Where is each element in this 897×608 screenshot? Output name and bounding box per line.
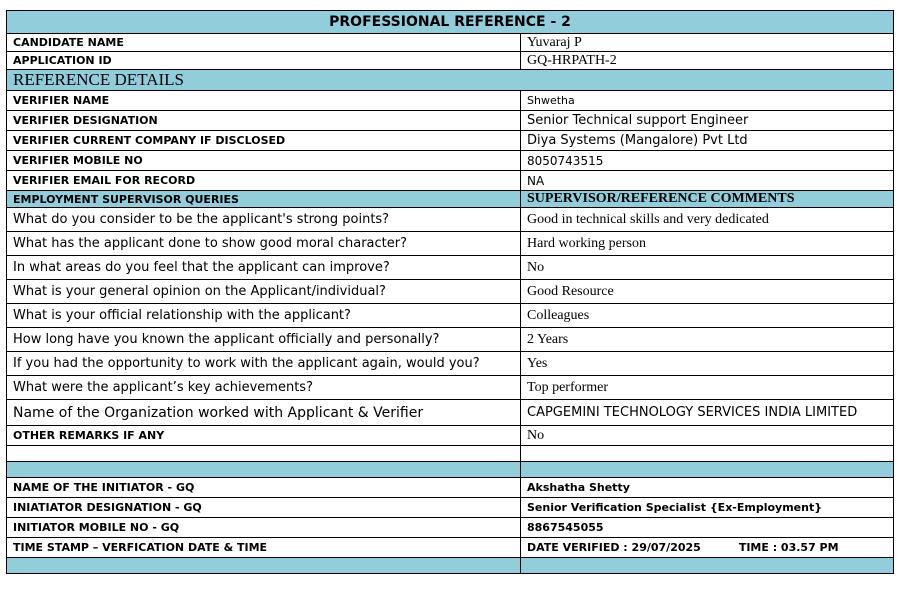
verifier-label: VERIFIER EMAIL FOR RECORD <box>7 171 521 191</box>
query-answer: Colleagues <box>521 304 894 328</box>
timestamp-label: TIME STAMP – VERFICATION DATE & TIME <box>7 538 521 558</box>
query-row <box>7 352 894 376</box>
verifier-label: VERIFIER CURRENT COMPANY IF DISCLOSED <box>7 131 521 151</box>
footer-row <box>7 558 894 574</box>
footer-cell <box>7 558 521 574</box>
separator-cell <box>521 462 894 478</box>
other-remarks-row <box>7 426 894 446</box>
spacer-cell <box>521 446 894 462</box>
separator-row <box>7 462 894 478</box>
initiator-value: 8867545055 <box>521 518 894 538</box>
verifier-value: 8050743515 <box>521 151 894 171</box>
verified-date: DATE VERIFIED : 29/07/2025 <box>527 541 701 554</box>
query-row <box>7 328 894 352</box>
query-row <box>7 208 894 232</box>
query-answer: Yes <box>521 352 894 376</box>
query-row <box>7 280 894 304</box>
title-row <box>7 11 894 34</box>
query-question: How long have you known the applicant officially and personally? <box>7 328 521 352</box>
query-answer: Top performer <box>521 376 894 400</box>
query-question: What is your official relationship with the applicant? <box>7 304 521 328</box>
verifier-label: VERIFIER NAME <box>7 91 521 111</box>
other-remarks-value: No <box>521 426 894 446</box>
candidate-name-value: Yuvaraj P <box>521 34 894 52</box>
verifier-value: NA <box>521 171 894 191</box>
verifier-value: Senior Technical support Engineer <box>521 111 894 131</box>
initiator-row <box>7 498 894 518</box>
verifier-row <box>7 131 894 151</box>
query-question: In what areas do you feel that the applicant can improve? <box>7 256 521 280</box>
initiator-label: INIATIATOR DESIGNATION - GQ <box>7 498 521 518</box>
candidate-name-row <box>7 34 894 52</box>
verifier-row <box>7 91 894 111</box>
query-question: If you had the opportunity to work with the applicant again, would you? <box>7 352 521 376</box>
query-answer: Good Resource <box>521 280 894 304</box>
verifier-row <box>7 151 894 171</box>
query-answer: No <box>521 256 894 280</box>
query-question: Name of the Organization worked with Applicant & Verifier <box>7 400 521 426</box>
initiator-value: Akshatha Shetty <box>521 478 894 498</box>
timestamp-value <box>521 538 894 558</box>
spacer-row <box>7 446 894 462</box>
queries-header-right: SUPERVISOR/REFERENCE COMMENTS <box>521 191 894 208</box>
verifier-row <box>7 111 894 131</box>
query-row <box>7 400 894 426</box>
query-question: What is your general opinion on the Applicant/individual? <box>7 280 521 304</box>
query-answer: CAPGEMINI TECHNOLOGY SERVICES INDIA LIMITED <box>521 400 894 426</box>
verifier-label: VERIFIER MOBILE NO <box>7 151 521 171</box>
query-answer: Good in technical skills and very dedicated <box>521 208 894 232</box>
query-question: What do you consider to be the applicant's strong points? <box>7 208 521 232</box>
verifier-row <box>7 171 894 191</box>
footer-cell <box>521 558 894 574</box>
other-remarks-label: OTHER REMARKS IF ANY <box>7 426 521 446</box>
application-id-label: APPLICATION ID <box>7 52 521 70</box>
spacer-cell <box>7 446 521 462</box>
verifier-value: Shwetha <box>521 91 894 111</box>
query-question: What has the applicant done to show good moral character? <box>7 232 521 256</box>
initiator-row <box>7 478 894 498</box>
query-question: What were the applicant’s key achievements? <box>7 376 521 400</box>
query-answer: 2 Years <box>521 328 894 352</box>
initiator-value: Senior Verification Specialist {Ex-Employment} <box>521 498 894 518</box>
timestamp-row <box>7 538 894 558</box>
query-row <box>7 232 894 256</box>
verified-time: TIME : 03.57 PM <box>738 541 839 554</box>
professional-reference-table <box>6 10 894 574</box>
reference-details-heading: REFERENCE DETAILS <box>7 70 894 91</box>
query-row <box>7 256 894 280</box>
initiator-label: INITIATOR MOBILE NO - GQ <box>7 518 521 538</box>
queries-header-row <box>7 191 894 208</box>
queries-header-left: EMPLOYMENT SUPERVISOR QUERIES <box>7 191 521 208</box>
application-id-value: GQ-HRPATH-2 <box>521 52 894 70</box>
reference-details-row <box>7 70 894 91</box>
candidate-name-label: CANDIDATE NAME <box>7 34 521 52</box>
query-row <box>7 304 894 328</box>
separator-cell <box>7 462 521 478</box>
query-answer: Hard working person <box>521 232 894 256</box>
application-id-row <box>7 52 894 70</box>
form-title: PROFESSIONAL REFERENCE - 2 <box>7 11 894 34</box>
initiator-row <box>7 518 894 538</box>
initiator-label: NAME OF THE INITIATOR - GQ <box>7 478 521 498</box>
query-row <box>7 376 894 400</box>
verifier-label: VERIFIER DESIGNATION <box>7 111 521 131</box>
verifier-value: Diya Systems (Mangalore) Pvt Ltd <box>521 131 894 151</box>
